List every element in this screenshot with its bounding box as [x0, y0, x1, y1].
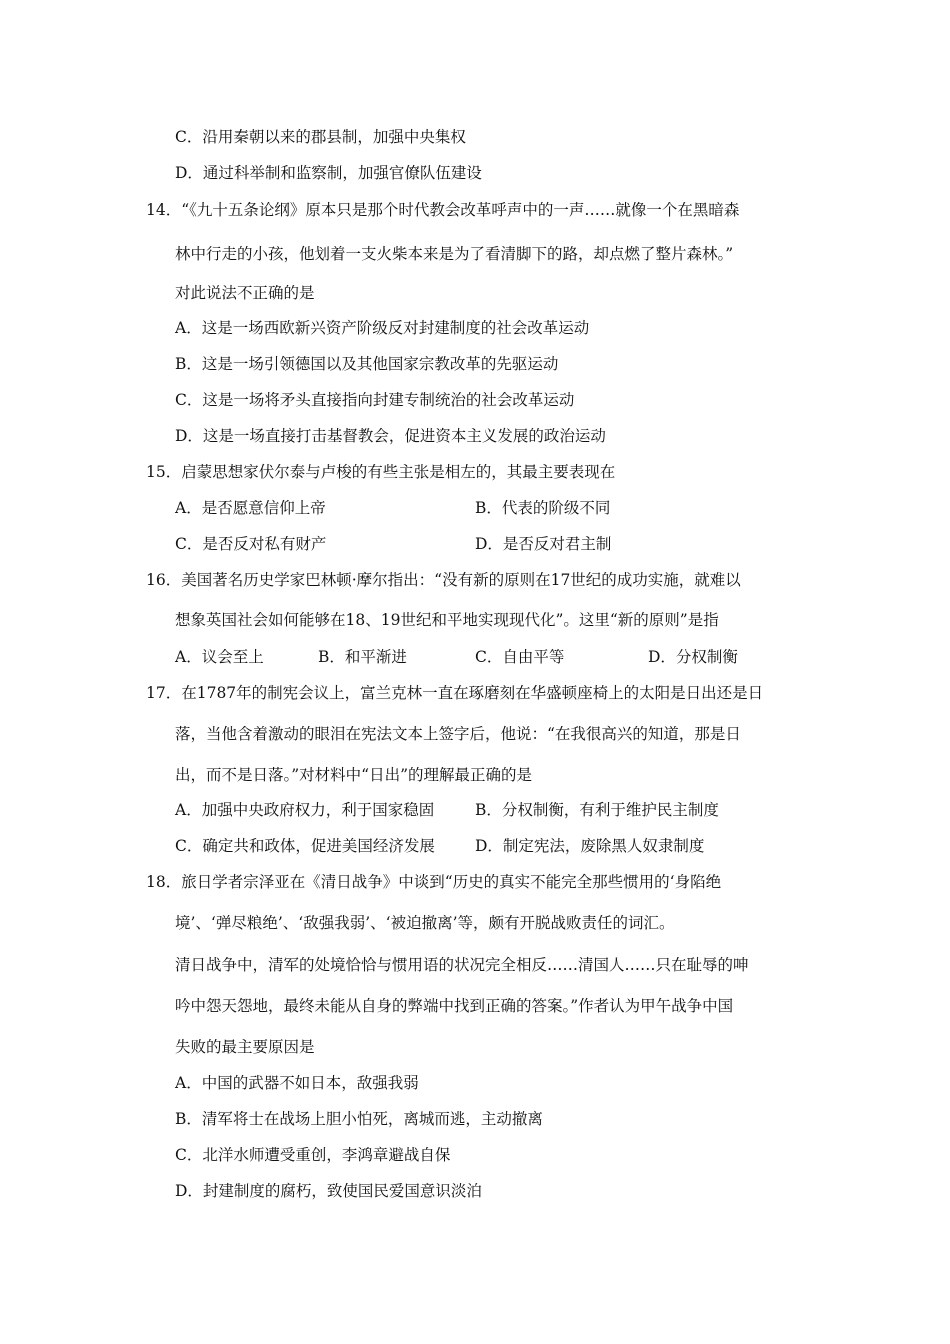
q15-option-a: A．是否愿意信仰上帝: [175, 499, 326, 517]
q18-option-a: A．中国的武器不如日本，敌强我弱: [175, 1074, 419, 1092]
q16-option-a: A．议会至上: [175, 648, 264, 666]
q18-stem-line2: 境’、‘弹尽粮绝’、‘敌强我弱’、‘被迫撤离’等，颇有开脱战败责任的词汇。: [175, 914, 675, 932]
q14-option-a: A．这是一场西欧新兴资产阶级反对封建制度的社会改革运动: [175, 319, 590, 337]
q17-option-b: B．分权制衡，有利于维护民主制度: [475, 801, 719, 819]
q16-stem-line2: 想象英国社会如何能够在18、19世纪和平地实现现代化”。这里“新的原则”是指: [175, 611, 719, 629]
q13-option-c: C．沿用秦朝以来的郡县制，加强中央集权: [175, 128, 466, 146]
q14-option-c: C．这是一场将矛头直接指向封建专制统治的社会改革运动: [175, 391, 575, 409]
q17-stem-line3: 出，而不是日落。”对材料中“日出”的理解最正确的是: [175, 766, 533, 784]
q15-option-b: B．代表的阶级不同: [475, 499, 611, 517]
q18-stem-line4: 吟中怨天怨地，最终未能从自身的弊端中找到正确的答案。”作者认为甲午战争中国: [175, 997, 734, 1015]
q16-option-d: D．分权制衡: [648, 648, 738, 666]
q14-option-b: B．这是一场引领德国以及其他国家宗教改革的先驱运动: [175, 355, 559, 373]
q14-option-d: D．这是一场直接打击基督教会，促进资本主义发展的政治运动: [175, 427, 606, 445]
q16-option-c: C．自由平等: [475, 648, 565, 666]
q15-option-c: C．是否反对私有财产: [175, 535, 327, 553]
q18-option-b: B．清军将士在战场上胆小怕死，离城而逃，主动撤离: [175, 1110, 543, 1128]
q17-option-a: A．加强中央政府权力，利于国家稳固: [175, 801, 435, 819]
q18-stem-line1: 18．旅日学者宗泽亚在《清日战争》中谈到“历史的真实不能完全那些惯用的‘身陷绝: [146, 873, 722, 891]
q18-stem-line5: 失败的最主要原因是: [175, 1038, 315, 1056]
q15-option-d: D．是否反对君主制: [475, 535, 612, 553]
q14-stem-line3: 对此说法不正确的是: [175, 284, 315, 302]
q17-stem-line2: 落，当他含着激动的眼泪在宪法文本上签字后，他说：“在我很高兴的知道，那是日: [175, 725, 741, 743]
q13-option-d: D．通过科举制和监察制，加强官僚队伍建设: [175, 164, 482, 182]
q17-option-c: C．确定共和政体，促进美国经济发展: [175, 837, 435, 855]
q18-option-d: D．封建制度的腐朽，致使国民爱国意识淡泊: [175, 1182, 482, 1200]
q18-stem-line3: 清日战争中，清军的处境恰恰与惯用语的状况完全相反……清国人……只在耻辱的呻: [175, 956, 749, 974]
q14-stem-line2: 林中行走的小孩，他划着一支火柴本来是为了看清脚下的路，却点燃了整片森林。”: [175, 245, 734, 263]
q16-stem-line1: 16．美国著名历史学家巴林顿·摩尔指出：“没有新的原则在17世纪的成功实施，就难以: [146, 571, 741, 589]
q14-stem-line1: 14．“《九十五条论纲》原本只是那个时代教会改革呼声中的一声……就像一个在黑暗森: [146, 201, 740, 219]
q15-stem-line1: 15．启蒙思想家伏尔泰与卢梭的有些主张是相左的，其最主要表现在: [146, 463, 616, 481]
q17-stem-line1: 17．在1787年的制宪会议上，富兰克林一直在琢磨刻在华盛顿座椅上的太阳是日出还是日: [146, 684, 764, 702]
q16-option-b: B．和平渐进: [318, 648, 407, 666]
q17-option-d: D．制定宪法，废除黑人奴隶制度: [475, 837, 705, 855]
q18-option-c: C．北洋水师遭受重创，李鸿章避战自保: [175, 1146, 451, 1164]
